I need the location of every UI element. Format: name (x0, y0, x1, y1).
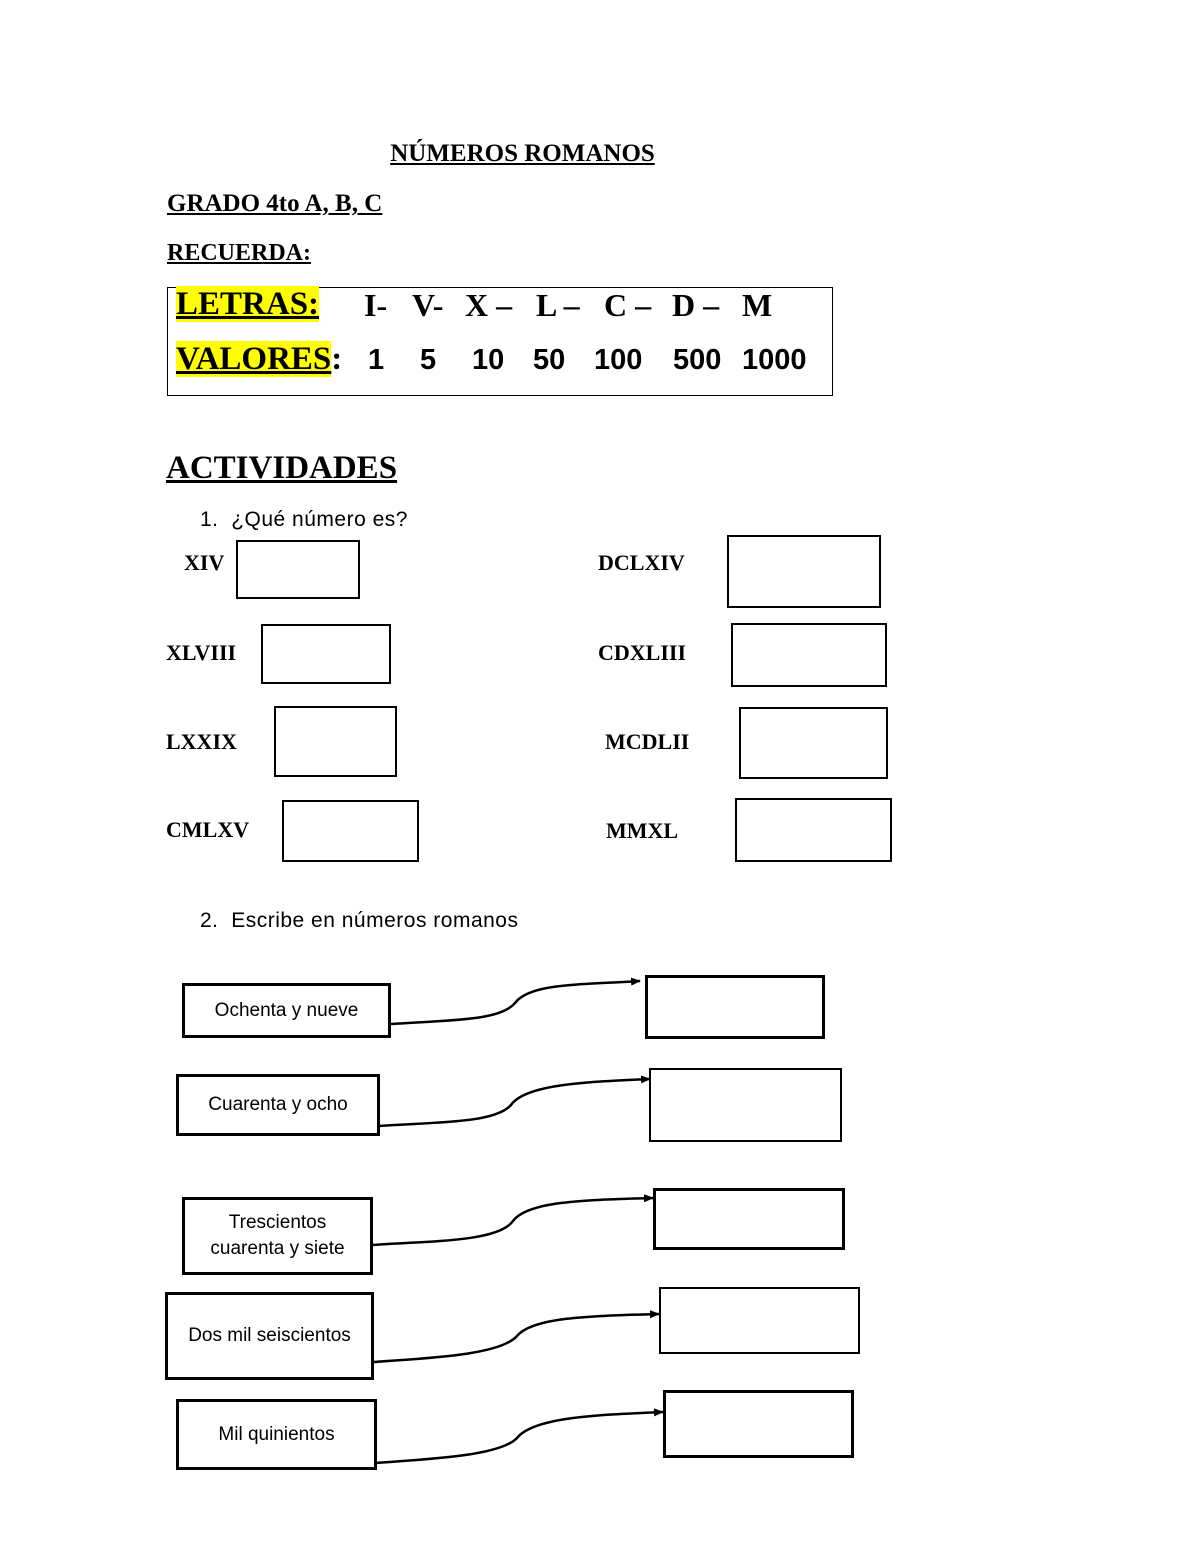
roman-numeral: CMLXV (166, 817, 250, 842)
roman-numeral: CDXLIII (598, 640, 687, 665)
legend-letter: I- (364, 287, 388, 323)
legend-value: 1 (368, 344, 385, 376)
answer-box[interactable] (645, 975, 825, 1039)
roman-numeral: MMXL (606, 818, 679, 843)
arrow-1 (391, 981, 640, 1024)
activities-heading: ACTIVIDADES (166, 450, 398, 486)
roman-numeral: MCDLII (605, 729, 690, 754)
word-box: Mil quinientos (176, 1399, 377, 1470)
legend-letter: D – (672, 287, 720, 323)
answer-box[interactable] (649, 1068, 842, 1142)
answer-box[interactable] (653, 1188, 845, 1250)
roman-numeral: XLVIII (166, 640, 237, 665)
legend-value: 10 (472, 344, 505, 376)
legend-value: 500 (673, 344, 722, 376)
question-2: 2. Escribe en números romanos (200, 909, 519, 932)
legend-value: 100 (594, 344, 643, 376)
word-box: Trescientos cuarenta y siete (182, 1197, 373, 1275)
arrow-4 (374, 1314, 659, 1362)
letters-label: LETRAS: (176, 286, 320, 322)
word-box: Cuarenta y ocho (176, 1074, 380, 1136)
arrow-5 (375, 1412, 663, 1463)
reminder-label: RECUERDA: (167, 240, 311, 266)
word-box: Ochenta y nueve (182, 983, 391, 1038)
answer-box[interactable] (659, 1287, 860, 1354)
page-title: NÚMEROS ROMANOS (390, 140, 655, 167)
grade-line: GRADO 4to A, B, C (167, 190, 383, 217)
legend-value: 50 (533, 344, 566, 376)
roman-numeral: DCLXIV (598, 550, 685, 575)
roman-numeral: LXXIX (166, 729, 237, 754)
arrow-2 (379, 1079, 650, 1126)
values-label: VALORES: (176, 341, 343, 377)
legend-letter: L – (536, 287, 580, 323)
answer-box[interactable] (663, 1390, 854, 1458)
legend-letter: X – (465, 287, 513, 323)
legend-value: 5 (420, 344, 437, 376)
legend-value: 1000 (742, 344, 807, 376)
legend-letter: V- (412, 287, 444, 323)
legend-letter: M (742, 287, 773, 323)
legend-letter: C – (604, 287, 652, 323)
word-box: Dos mil seiscientos (165, 1292, 374, 1380)
question-1: 1. ¿Qué número es? (200, 508, 408, 531)
arrow-3 (372, 1198, 653, 1245)
roman-numeral: XIV (184, 550, 225, 575)
